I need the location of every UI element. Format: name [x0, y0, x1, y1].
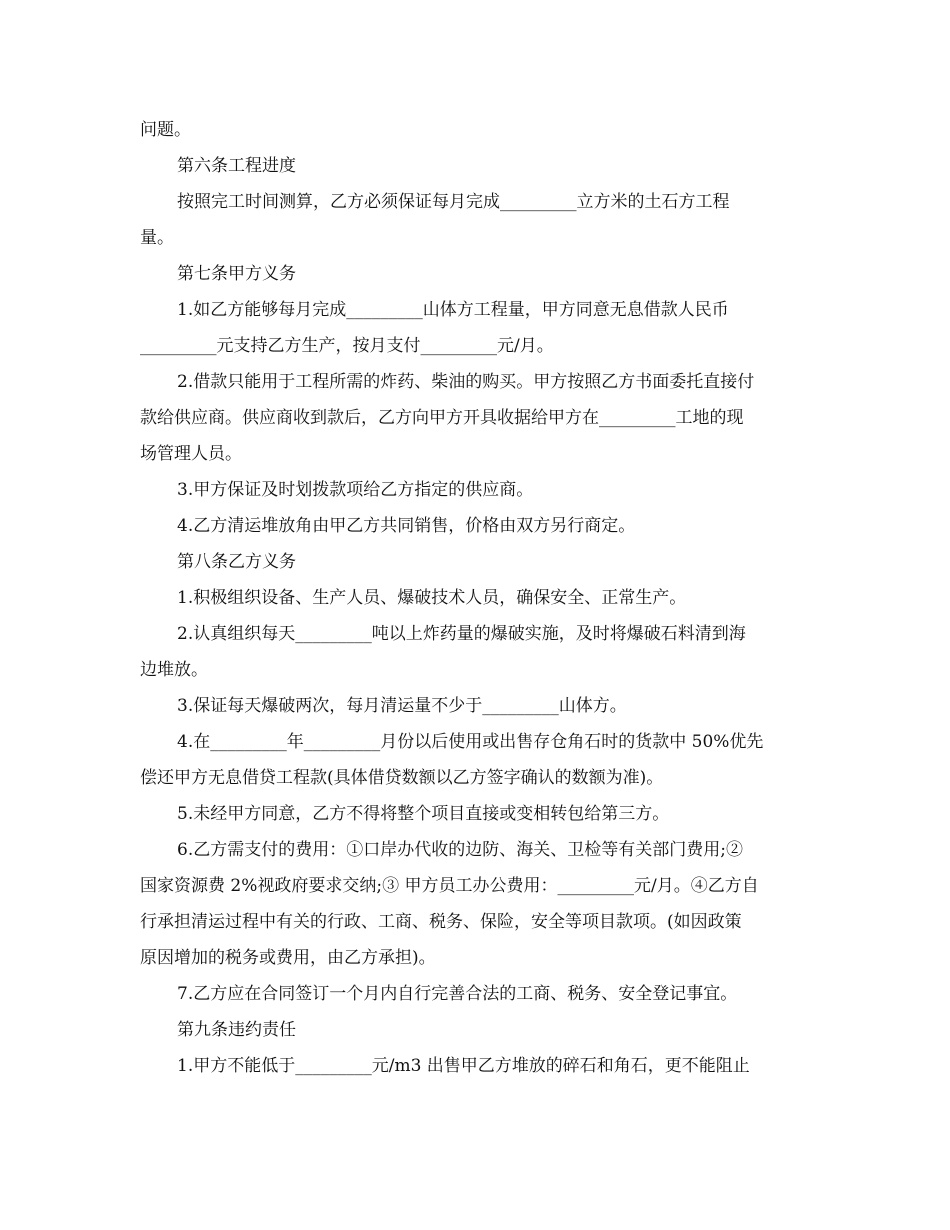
document-line: _________元支持乙方生产，按月支付_________元/月。	[140, 336, 554, 356]
section-heading: 第九条违约责任	[177, 1020, 296, 1040]
document-line: 3.保证每天爆破两次，每月清运量不少于_________山体方。	[177, 696, 627, 716]
document-body	[140, 112, 816, 1084]
document-line: 7.乙方应在合同签订一个月内自行完善合法的工商、税务、安全登记事宜。	[177, 984, 738, 1004]
document-line: 量。	[140, 228, 174, 248]
document-line: 2.借款只能用于工程所需的炸药、柴油的购买。甲方按照乙方书面委托直接付	[177, 372, 755, 392]
document-line: 5.未经甲方同意，乙方不得将整个项目直接或变相转包给第三方。	[177, 804, 670, 824]
document-line: 场管理人员。	[140, 444, 242, 464]
document-line: 1.积极组织设备、生产人员、爆破技术人员，确保安全、正常生产。	[177, 588, 687, 608]
document-line: 6.乙方需支付的费用：①口岸办代收的边防、海关、卫检等有关部门费用;②	[177, 840, 743, 860]
document-line: 偿还甲方无息借贷工程款(具体借贷数额以乙方签字确认的数额为准)。	[140, 768, 664, 788]
document-line: 按照完工时间测算，乙方必须保证每月完成_________立方米的土石方工程	[177, 192, 730, 212]
section-heading: 第六条工程进度	[177, 156, 296, 176]
document-line: 边堆放。	[140, 660, 208, 680]
document-line: 款给供应商。供应商收到款后，乙方向甲方开具收据给甲方在_________工地的现	[140, 408, 744, 428]
document-line: 3.甲方保证及时划拨款项给乙方指定的供应商。	[177, 480, 534, 500]
document-line: 行承担清运过程中有关的行政、工商、税务、保险，安全等项目款项。(如因政策	[140, 912, 742, 932]
document-line: 4.乙方清运堆放角由甲乙方共同销售，价格由双方另行商定。	[177, 516, 636, 536]
section-heading: 第八条乙方义务	[177, 552, 296, 572]
document-line: 1.如乙方能够每月完成_________山体方工程量，甲方同意无息借款人民币	[177, 300, 729, 320]
document-line: 2.认真组织每天_________吨以上炸药量的爆破实施，及时将爆破石料清到海	[177, 624, 746, 644]
document-line: 原因增加的税务或费用，由乙方承担)。	[140, 948, 436, 968]
section-heading: 第七条甲方义务	[177, 264, 296, 284]
document-line: 4.在_________年_________月份以后使用或出售存仓角石时的货款中 50%优先	[177, 732, 764, 752]
document-line: 国家资源费 2%视政府要求交纳;③ 甲方员工办公费用：_________元/月。④乙方自	[140, 876, 759, 896]
document-line: 1.甲方不能低于_________元/m3 出售甲乙方堆放的碎石和角石，更不能阻止	[177, 1056, 750, 1076]
document-line: 问题。	[140, 120, 191, 140]
